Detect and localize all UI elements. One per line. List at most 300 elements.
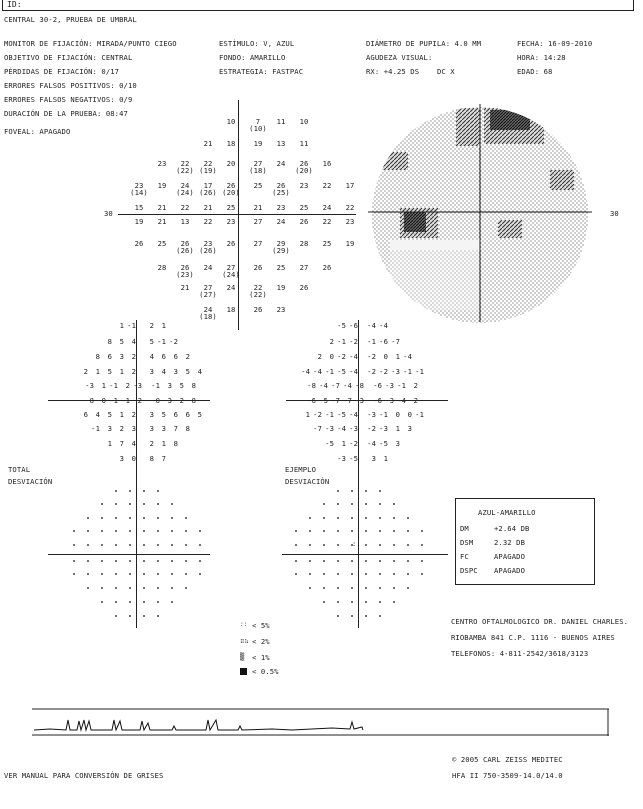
threshold-value: [270, 140, 292, 147]
deviation-value: 5: [119, 337, 124, 346]
deviation-value: 8: [185, 424, 190, 433]
deviation-value: -4: [319, 381, 328, 390]
probability-dot: [129, 490, 131, 492]
deviation-value: -2: [349, 439, 358, 448]
threshold-value: [293, 204, 315, 211]
deviation-value: -4: [367, 439, 376, 448]
deviation-value: -3: [349, 424, 358, 433]
deviation-value: 6: [185, 410, 190, 419]
probability-dot: [365, 544, 367, 546]
probability-dot: [101, 530, 103, 532]
probability-dot: [351, 517, 353, 519]
probability-dot: [407, 573, 409, 575]
threshold-repeat: (26): [176, 246, 194, 256]
threshold-number: 21: [203, 203, 213, 212]
threshold-value: [293, 182, 315, 189]
threshold-value: [293, 140, 315, 147]
threshold-number: 23: [299, 181, 309, 190]
threshold-value: [270, 306, 292, 313]
threshold-repeat: (20): [295, 166, 313, 176]
threshold-number: 26: [253, 305, 263, 314]
threshold-number: 10: [299, 117, 309, 126]
probability-dot: [323, 573, 325, 575]
pupil-line: RX: +4.25 DS: [366, 67, 420, 76]
deviation-value: 2: [413, 381, 418, 390]
deviation-value: -7: [391, 337, 400, 346]
threshold-value: [247, 306, 269, 313]
probability-dot: [295, 544, 297, 546]
threshold-value: [316, 240, 338, 247]
probability-dot: [393, 587, 395, 589]
deviation-value: 3: [149, 424, 154, 433]
total-label: TOTAL: [8, 465, 31, 474]
threshold-repeat: (22): [249, 290, 267, 300]
deviation-value: -1: [157, 337, 166, 346]
fixation-line: MONITOR DE FIJACIÓN: MIRADA/PUNTO CIEGO: [4, 39, 177, 48]
threshold-number: 17: [345, 181, 355, 190]
threshold-number: 21: [203, 139, 213, 148]
probability-dot: [171, 587, 173, 589]
deviation-value: 0: [329, 352, 334, 361]
deviation-value: -5: [337, 367, 346, 376]
probability-dot: [309, 544, 311, 546]
deviation-value: 7: [119, 439, 124, 448]
threshold-value: [247, 218, 269, 225]
probability-dot: [379, 544, 381, 546]
probability-dot: [185, 560, 187, 562]
deviation-value: -6: [379, 337, 388, 346]
deviation-value: -5: [319, 396, 328, 405]
probability-dot: [129, 517, 131, 519]
deviation-value: 5: [107, 367, 112, 376]
threshold-value: [247, 140, 269, 147]
date-line: HORA: 14:28: [517, 53, 566, 62]
probability-dot: [323, 601, 325, 603]
deviation-value: 4: [131, 337, 136, 346]
deviation-value: -3: [355, 396, 364, 405]
probability-dot: [351, 601, 353, 603]
pattern-label: EJEMPLO: [285, 465, 316, 474]
deviation-value: 1: [107, 439, 112, 448]
threshold-number: 27: [253, 239, 263, 248]
probability-dot: [379, 573, 381, 575]
deviation-value: 1: [161, 321, 166, 330]
probability-dot: [337, 517, 339, 519]
deviation-value: 4: [95, 410, 100, 419]
probability-dot: [309, 560, 311, 562]
probability-dot: [337, 615, 339, 617]
stimulus-line: ESTRATEGIA: FASTPAC: [219, 67, 304, 76]
deviation-value: -1: [109, 381, 118, 390]
probability-dot: [101, 517, 103, 519]
probability-dot: [185, 530, 187, 532]
deviation-value: 3: [149, 367, 154, 376]
threshold-number: 26: [299, 217, 309, 226]
threshold-value: [174, 284, 196, 291]
date-line: FECHA: 16-09-2010: [517, 39, 593, 48]
threshold-value: [220, 264, 242, 278]
summary-title: AZUL-AMARILLO: [478, 508, 536, 517]
threshold-number: 13: [180, 217, 190, 226]
fixation-line: ERRORES FALSOS POSITIVOS: 0/10: [4, 81, 137, 90]
probability-dot: [379, 587, 381, 589]
threshold-number: 25: [322, 239, 332, 248]
deviation-value: 0: [131, 454, 136, 463]
probability-dot: [115, 544, 117, 546]
probability-dot: [379, 490, 381, 492]
threshold-number: 22: [322, 217, 332, 226]
date-line: EDAD: 68: [517, 67, 553, 76]
deviation-value: 8: [173, 439, 178, 448]
probability-dot: [351, 503, 353, 505]
threshold-repeat: (27): [199, 290, 217, 300]
deviation-value: 8: [89, 396, 94, 405]
threshold-number: 7: [255, 117, 261, 126]
threshold-value: [174, 264, 196, 278]
deviation-value: 8: [95, 352, 100, 361]
deviation-value: -8: [355, 381, 364, 390]
threshold-value: [316, 218, 338, 225]
deviation-value: 6: [83, 410, 88, 419]
threshold-value: [247, 264, 269, 271]
probability-dot: [87, 544, 89, 546]
threshold-value: [293, 218, 315, 225]
deviation-value: -4: [349, 410, 358, 419]
threshold-value: [316, 182, 338, 189]
deviation-value: -4: [337, 424, 346, 433]
probability-dot: [351, 560, 353, 562]
threshold-repeat: (29): [272, 246, 290, 256]
probability-dot: [143, 560, 145, 562]
deviation-value: 2: [179, 396, 184, 405]
probability-dot: [295, 560, 297, 562]
deviation-value: -3: [337, 454, 346, 463]
deviation-value: 2: [83, 367, 88, 376]
threshold-number: 23: [345, 217, 355, 226]
fixation-line: ERRORES FALSOS NEGATIVOS: 0/9: [4, 95, 133, 104]
probability-dot: [379, 530, 381, 532]
probability-dot: [129, 573, 131, 575]
id-label: ID:: [7, 0, 22, 9]
threshold-value: [174, 160, 196, 174]
threshold-value: [270, 218, 292, 225]
probability-dot: [323, 587, 325, 589]
probability-dot: [295, 530, 297, 532]
threshold-number: 26: [299, 159, 309, 168]
threshold-number: 26: [276, 181, 286, 190]
threshold-value: [270, 118, 292, 125]
threshold-value: [197, 140, 219, 147]
threshold-number: 21: [253, 203, 263, 212]
probability-dot: [337, 560, 339, 562]
deviation-value: -3: [379, 424, 388, 433]
threshold-value: [128, 182, 150, 196]
deviation-value: 2: [329, 337, 334, 346]
probability-dot: [87, 560, 89, 562]
probability-dot: [115, 503, 117, 505]
deviation-value: -4: [343, 381, 352, 390]
probability-dot: [351, 615, 353, 617]
deviation-value: 3: [131, 424, 136, 433]
threshold-value: [220, 218, 242, 225]
probability-dot: [365, 560, 367, 562]
deviation-value: 3: [173, 367, 178, 376]
deviation-value: 3: [119, 352, 124, 361]
probability-dot: [337, 573, 339, 575]
probability-dot: [129, 530, 131, 532]
threshold-value: [151, 240, 173, 247]
threshold-x-axis: [118, 214, 356, 215]
deviation-value: 2: [131, 352, 136, 361]
probability-dot: [115, 587, 117, 589]
deviation-value: 2: [131, 410, 136, 419]
deviation-value: -2: [337, 352, 346, 361]
deviation-value: -4: [313, 367, 322, 376]
threshold-number: 29: [276, 239, 286, 248]
threshold-value: [197, 160, 219, 174]
deviation-value: 2: [149, 439, 154, 448]
threshold-value: [270, 264, 292, 271]
threshold-number: 17: [203, 181, 213, 190]
deviation-value: -7: [313, 424, 322, 433]
deviation-value: -3: [385, 396, 394, 405]
probability-dot: [393, 517, 395, 519]
threshold-number: 28: [299, 239, 309, 248]
threshold-value: [247, 204, 269, 211]
probability-dot: [87, 517, 89, 519]
threshold-repeat: (18): [199, 312, 217, 322]
pattern-prob-x-axis: [282, 554, 448, 555]
fixation-line: DURACIÓN DE LA PRUEBA: 08:47: [4, 109, 128, 118]
threshold-value: [293, 118, 315, 125]
probability-dot: [87, 573, 89, 575]
summary-value: APAGADO: [494, 566, 525, 575]
probability-dot: [337, 530, 339, 532]
threshold-value: [270, 160, 292, 167]
deviation-value: 1: [383, 454, 388, 463]
threshold-number: 23: [226, 217, 236, 226]
probability-dot: [101, 587, 103, 589]
pupil-line: DIÁMETRO DE PUPILA: 4.0 MM: [366, 39, 482, 48]
deviation-value: 0: [383, 352, 388, 361]
threshold-repeat: (18): [249, 166, 267, 176]
deviation-value: -1: [403, 367, 412, 376]
threshold-number: 22: [180, 159, 190, 168]
threshold-value: [174, 218, 196, 225]
deviation-value: 7: [161, 454, 166, 463]
probability-dot: [323, 544, 325, 546]
probability-dot: [379, 560, 381, 562]
probability-dot: [143, 601, 145, 603]
threshold-value: [220, 204, 242, 211]
rx-cylinder: DC X: [437, 67, 455, 76]
deviation-value: 8: [107, 337, 112, 346]
threshold-number: 11: [299, 139, 309, 148]
deviation-value: -6: [307, 396, 316, 405]
footer-note: VER MANUAL PARA CONVERSIÓN DE GRISES: [4, 771, 164, 780]
axis-label-right: 30: [610, 209, 619, 218]
probability-dot: [421, 544, 423, 546]
legend-1: < 1%: [252, 653, 270, 662]
threshold-repeat: (26): [199, 188, 217, 198]
total-deviation-label: DESVIACIÓN: [8, 477, 53, 486]
foveal-status: FOVEAL: APAGADO: [4, 127, 71, 136]
probability-dot: [379, 615, 381, 617]
threshold-number: 25: [253, 181, 263, 190]
deviation-value: -2: [169, 337, 178, 346]
threshold-repeat: (24): [176, 188, 194, 198]
threshold-repeat: (25): [272, 188, 290, 198]
probability-dot: [421, 530, 423, 532]
threshold-number: 23: [203, 239, 213, 248]
probability-dot: [365, 615, 367, 617]
threshold-value: [128, 204, 150, 211]
deviation-value: 4: [197, 367, 202, 376]
probability-dot: [185, 544, 187, 546]
threshold-repeat: (24): [222, 270, 240, 280]
deviation-value: -4: [403, 352, 412, 361]
deviation-value: -4: [349, 352, 358, 361]
threshold-number: 26: [322, 263, 332, 272]
threshold-number: 24: [180, 181, 190, 190]
deviation-value: -3: [385, 381, 394, 390]
probability-dot: [309, 587, 311, 589]
deviation-value: 2: [185, 352, 190, 361]
threshold-value: [220, 160, 242, 167]
threshold-value: [151, 160, 173, 167]
summary-value: APAGADO: [494, 552, 525, 561]
probability-dot: [143, 615, 145, 617]
clinic-phone: TELEFONOS: 4-811-2542/3618/3123: [451, 649, 589, 658]
threshold-value: [293, 264, 315, 271]
deviation-value: -1: [121, 396, 130, 405]
threshold-repeat: (19): [199, 166, 217, 176]
probability-dot: [379, 517, 381, 519]
probability-dot: [157, 573, 159, 575]
probability-dot: [171, 560, 173, 562]
pupil-line: AGUDEZA VISUAL:: [366, 53, 433, 62]
probability-dot: [365, 503, 367, 505]
threshold-number: 21: [157, 203, 167, 212]
pattern-deviation-label: DESVIACIÓN: [285, 477, 330, 486]
probability-dot: [351, 587, 353, 589]
deviation-value: -5: [349, 454, 358, 463]
probability-dot: [73, 530, 75, 532]
threshold-value: [197, 306, 219, 320]
fixation-line: PÉRDIDAS DE FIJACIÓN: 0/17: [4, 67, 120, 76]
probability-dot: [129, 601, 131, 603]
probability-dot: [157, 503, 159, 505]
summary-value: +2.64 DB: [494, 524, 530, 533]
probability-dot: [73, 573, 75, 575]
probability-dot: [199, 560, 201, 562]
threshold-value: [197, 182, 219, 196]
probability-dot: [407, 587, 409, 589]
threshold-number: 22: [345, 203, 355, 212]
probability-dot: [87, 530, 89, 532]
probability-dot: [365, 601, 367, 603]
threshold-value: [220, 118, 242, 125]
threshold-number: 21: [180, 283, 190, 292]
deviation-value: 0: [101, 396, 106, 405]
dot-symbol-icon: ::: [240, 621, 248, 628]
probability-dot: [115, 517, 117, 519]
deviation-value: -1: [379, 410, 388, 419]
deviation-value: -2: [313, 410, 322, 419]
probability-dot: [143, 490, 145, 492]
deviation-value: -2: [367, 367, 376, 376]
deviation-value: -4: [367, 321, 376, 330]
deviation-value: 2: [119, 424, 124, 433]
threshold-number: 25: [226, 203, 236, 212]
threshold-number: 23: [276, 305, 286, 314]
deviation-value: -2: [379, 367, 388, 376]
threshold-number: 19: [253, 139, 263, 148]
threshold-value: [270, 204, 292, 211]
summary-label: DSM: [460, 538, 474, 547]
threshold-number: 11: [276, 117, 286, 126]
threshold-number: 22: [180, 203, 190, 212]
deviation-value: 1: [395, 424, 400, 433]
threshold-value: [247, 240, 269, 247]
threshold-value: [270, 284, 292, 291]
threshold-value: [293, 160, 315, 174]
deviation-value: 8: [191, 396, 196, 405]
threshold-value: [293, 284, 315, 291]
threshold-value: [220, 140, 242, 147]
threshold-number: 16: [322, 159, 332, 168]
threshold-repeat: (20): [222, 188, 240, 198]
deviation-value: -1: [325, 367, 334, 376]
probability-dot: [337, 587, 339, 589]
threshold-number: 15: [134, 203, 144, 212]
probability-dot: [115, 490, 117, 492]
deviation-value: -1: [127, 321, 136, 330]
fixation-line: OBJETIVO DE FIJACIÓN: CENTRAL: [4, 53, 133, 62]
threshold-number: 26: [180, 239, 190, 248]
probability-dot: [393, 560, 395, 562]
probability-dot: [157, 587, 159, 589]
clinic-name: CENTRO OFTALMOLOGICO DR. DANIEL CHARLES.: [451, 617, 629, 626]
threshold-value: [174, 182, 196, 196]
deviation-value: -6: [373, 396, 382, 405]
deviation-value: 3: [167, 381, 172, 390]
probability-dot: [351, 490, 353, 492]
probability-dot: [337, 544, 339, 546]
probability-dot: [185, 573, 187, 575]
probability-dot: [143, 503, 145, 505]
deviation-value: 1: [119, 367, 124, 376]
probability-dot: [129, 587, 131, 589]
threshold-number: 23: [276, 203, 286, 212]
probability-dot: [185, 587, 187, 589]
threshold-value: [220, 240, 242, 247]
probability-dot: [393, 503, 395, 505]
global-indices-box: [455, 498, 595, 585]
threshold-number: 27: [253, 217, 263, 226]
deviation-value: 3: [395, 439, 400, 448]
deviation-value: -1: [109, 396, 118, 405]
deviation-value: -5: [337, 410, 346, 419]
total-prob-y-axis: [136, 480, 137, 628]
probability-dot: [379, 503, 381, 505]
deviation-value: 4: [161, 367, 166, 376]
threshold-number: 25: [276, 263, 286, 272]
deviation-value: 3: [119, 454, 124, 463]
deviation-value: 1: [305, 410, 310, 419]
threshold-number: 27: [226, 263, 236, 272]
deviation-value: -3: [325, 424, 334, 433]
